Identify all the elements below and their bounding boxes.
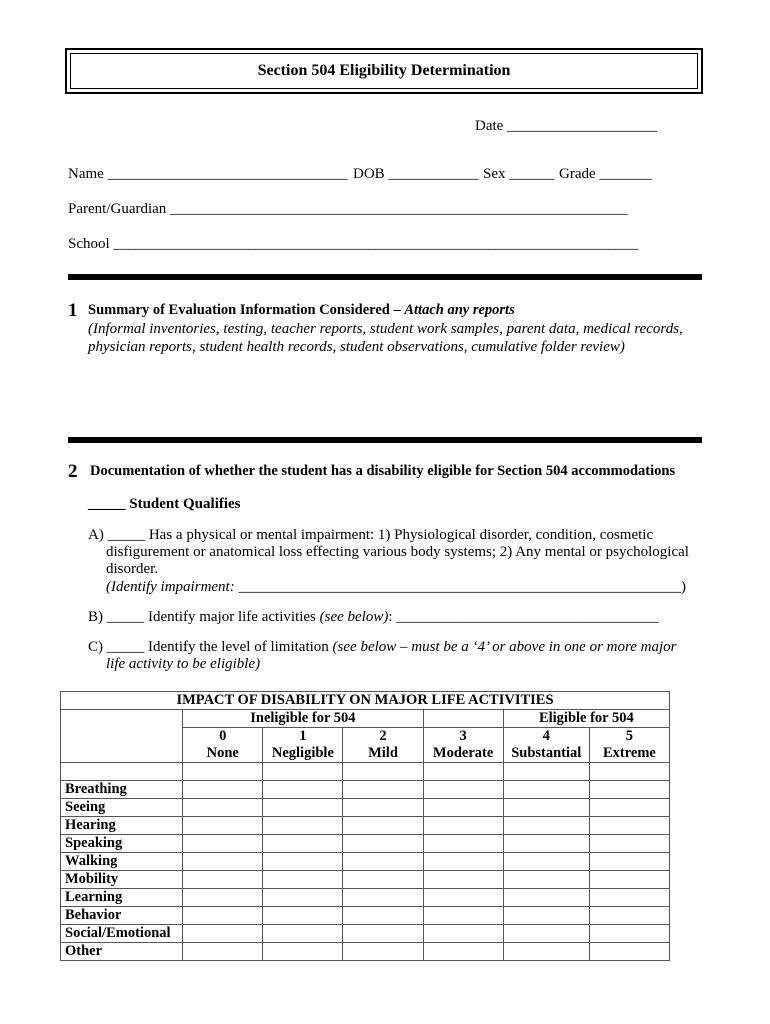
item-c-italic: (see below – must be a ‘4’ or above in one or more major bbox=[332, 639, 677, 655]
divider-2 bbox=[68, 437, 702, 443]
level-4-num: 4 bbox=[503, 728, 589, 746]
impact-table bbox=[60, 691, 670, 961]
rating-cell[interactable] bbox=[589, 925, 669, 943]
rating-cell[interactable] bbox=[423, 907, 503, 925]
rating-cell[interactable] bbox=[343, 907, 423, 925]
rating-cell[interactable] bbox=[423, 817, 503, 835]
sex-field[interactable]: Sex ______ bbox=[483, 166, 555, 182]
table-row bbox=[61, 925, 670, 943]
level-0-num: 0 bbox=[183, 728, 263, 746]
table-row bbox=[61, 799, 670, 817]
level-5-label: Extreme bbox=[589, 745, 669, 763]
item-a-line3: disorder. bbox=[106, 561, 159, 577]
level-1-label: Negligible bbox=[263, 745, 343, 763]
identify-impairment-field[interactable] bbox=[106, 579, 686, 597]
rating-cell[interactable] bbox=[263, 799, 343, 817]
rating-cell[interactable] bbox=[589, 781, 669, 799]
title-box bbox=[65, 48, 703, 94]
rating-cell[interactable] bbox=[423, 925, 503, 943]
rating-cell[interactable] bbox=[423, 853, 503, 871]
section-1-heading-text: Summary of Evaluation Information Considered – bbox=[88, 302, 401, 318]
rating-cell[interactable] bbox=[503, 835, 589, 853]
rating-cell[interactable] bbox=[589, 853, 669, 871]
rating-cell[interactable] bbox=[183, 943, 263, 961]
rating-cell[interactable] bbox=[183, 853, 263, 871]
activity-label: Mobility bbox=[61, 871, 183, 889]
rating-cell[interactable] bbox=[183, 907, 263, 925]
table-row bbox=[61, 889, 670, 907]
rating-cell[interactable] bbox=[343, 781, 423, 799]
level-0-label: None bbox=[183, 745, 263, 763]
rating-cell[interactable] bbox=[503, 817, 589, 835]
dob-field[interactable]: DOB ____________ bbox=[353, 166, 479, 182]
item-c-italic-line2: life activity to be eligible) bbox=[106, 656, 261, 672]
rating-cell[interactable] bbox=[263, 889, 343, 907]
section-1-heading-italic: Attach any reports bbox=[404, 302, 515, 318]
activity-label: Learning bbox=[61, 889, 183, 907]
rating-cell[interactable] bbox=[423, 889, 503, 907]
page-title: Section 504 Eligibility Determination bbox=[70, 53, 698, 89]
activity-label: Hearing bbox=[61, 817, 183, 835]
section-1-number: 1 bbox=[68, 300, 78, 321]
grade-field[interactable]: Grade _______ bbox=[559, 166, 652, 182]
section-1-note-line2: physician reports, student health records, student observations, cumulative folder review) bbox=[88, 339, 625, 355]
rating-cell[interactable] bbox=[183, 817, 263, 835]
date-field[interactable]: Date ____________________ bbox=[475, 118, 658, 134]
table-row bbox=[61, 835, 670, 853]
rating-cell[interactable] bbox=[263, 853, 343, 871]
rating-cell[interactable] bbox=[423, 871, 503, 889]
rating-cell[interactable] bbox=[263, 817, 343, 835]
parent-guardian-field[interactable]: Parent/Guardian _____________________________________________________________ bbox=[68, 201, 628, 217]
rating-cell[interactable] bbox=[343, 889, 423, 907]
divider-1 bbox=[68, 274, 702, 280]
section-1-note-line1: (Informal inventories, testing, teacher reports, student work samples, parent data, medical records, bbox=[88, 321, 683, 337]
section-1-heading bbox=[88, 302, 515, 319]
rating-cell[interactable] bbox=[503, 943, 589, 961]
identify-impairment-label: (Identify impairment: bbox=[106, 579, 235, 595]
rating-cell[interactable] bbox=[503, 853, 589, 871]
rating-cell[interactable] bbox=[589, 835, 669, 853]
item-b-italic: (see below) bbox=[319, 609, 389, 625]
item-b-text: B) _____ Identify major life activities bbox=[88, 609, 316, 625]
table-title: IMPACT OF DISABILITY ON MAJOR LIFE ACTIVITIES bbox=[61, 692, 670, 710]
activity-label: Seeing bbox=[61, 799, 183, 817]
rating-cell[interactable] bbox=[263, 781, 343, 799]
rating-cell[interactable] bbox=[183, 889, 263, 907]
rating-cell[interactable] bbox=[183, 835, 263, 853]
activity-label: Other bbox=[61, 943, 183, 961]
level-3-num: 3 bbox=[423, 728, 503, 746]
rating-cell[interactable] bbox=[263, 943, 343, 961]
rating-cell[interactable] bbox=[343, 925, 423, 943]
name-field[interactable]: Name ________________________________ bbox=[68, 166, 348, 182]
level-1-num: 1 bbox=[263, 728, 343, 746]
rating-cell[interactable] bbox=[589, 871, 669, 889]
rating-cell[interactable] bbox=[343, 799, 423, 817]
rating-cell[interactable] bbox=[343, 817, 423, 835]
activity-label: Walking bbox=[61, 853, 183, 871]
item-c-text: C) _____ Identify the level of limitation bbox=[88, 639, 329, 655]
rating-cell[interactable] bbox=[589, 799, 669, 817]
group-ineligible: Ineligible for 504 bbox=[183, 710, 423, 728]
student-qualifies-field[interactable]: _____ Student Qualifies bbox=[88, 496, 241, 512]
level-3-label: Moderate bbox=[423, 745, 503, 763]
rating-cell[interactable] bbox=[183, 925, 263, 943]
rating-cell[interactable] bbox=[183, 871, 263, 889]
item-b[interactable] bbox=[88, 609, 659, 627]
rating-cell[interactable] bbox=[343, 853, 423, 871]
activity-label: Behavior bbox=[61, 907, 183, 925]
rating-cell[interactable] bbox=[343, 871, 423, 889]
table-row bbox=[61, 907, 670, 925]
activity-label: Breathing bbox=[61, 781, 183, 799]
rating-cell[interactable] bbox=[589, 943, 669, 961]
item-c[interactable] bbox=[88, 639, 677, 657]
rating-cell[interactable] bbox=[503, 889, 589, 907]
rating-cell[interactable] bbox=[423, 835, 503, 853]
rating-cell[interactable] bbox=[263, 925, 343, 943]
section-2-number: 2 bbox=[68, 461, 78, 482]
section-2-heading: Documentation of whether the student has a disability eligible for Section 504 accommodations bbox=[90, 463, 676, 479]
rating-cell[interactable] bbox=[263, 835, 343, 853]
rating-cell[interactable] bbox=[503, 799, 589, 817]
item-b-blank: : ___________________________________ bbox=[388, 609, 659, 625]
table-row bbox=[61, 853, 670, 871]
school-field[interactable]: School ______________________________________________________________________ bbox=[68, 236, 639, 252]
rating-cell[interactable] bbox=[183, 781, 263, 799]
rating-cell[interactable] bbox=[423, 943, 503, 961]
rating-cell[interactable] bbox=[503, 871, 589, 889]
rating-cell[interactable] bbox=[423, 799, 503, 817]
rating-cell[interactable] bbox=[343, 835, 423, 853]
rating-cell[interactable] bbox=[589, 889, 669, 907]
rating-cell[interactable] bbox=[503, 925, 589, 943]
rating-cell[interactable] bbox=[343, 943, 423, 961]
level-4-label: Substantial bbox=[503, 745, 589, 763]
rating-cell[interactable] bbox=[589, 817, 669, 835]
level-2-label: Mild bbox=[343, 745, 423, 763]
table-row bbox=[61, 943, 670, 961]
rating-cell[interactable] bbox=[423, 781, 503, 799]
rating-cell[interactable] bbox=[589, 907, 669, 925]
level-5-num: 5 bbox=[589, 728, 669, 746]
level-2-num: 2 bbox=[343, 728, 423, 746]
rating-cell[interactable] bbox=[503, 907, 589, 925]
group-eligible: Eligible for 504 bbox=[503, 710, 669, 728]
table-row bbox=[61, 817, 670, 835]
item-a-line1[interactable]: A) _____ Has a physical or mental impairment: 1) Physiological disorder, condition, cosmetic bbox=[88, 527, 654, 543]
identify-impairment-blank: ___________________________________________________________) bbox=[234, 579, 686, 595]
table-row bbox=[61, 781, 670, 799]
item-a-line2: disfigurement or anatomical loss effecting various body systems; 2) Any mental or psychological bbox=[106, 544, 689, 560]
rating-cell[interactable] bbox=[183, 799, 263, 817]
rating-cell[interactable] bbox=[263, 871, 343, 889]
activity-label: Social/Emotional bbox=[61, 925, 183, 943]
rating-cell[interactable] bbox=[263, 907, 343, 925]
table-row bbox=[61, 871, 670, 889]
activity-label: Speaking bbox=[61, 835, 183, 853]
rating-cell[interactable] bbox=[503, 781, 589, 799]
spacer-cell bbox=[61, 763, 183, 781]
